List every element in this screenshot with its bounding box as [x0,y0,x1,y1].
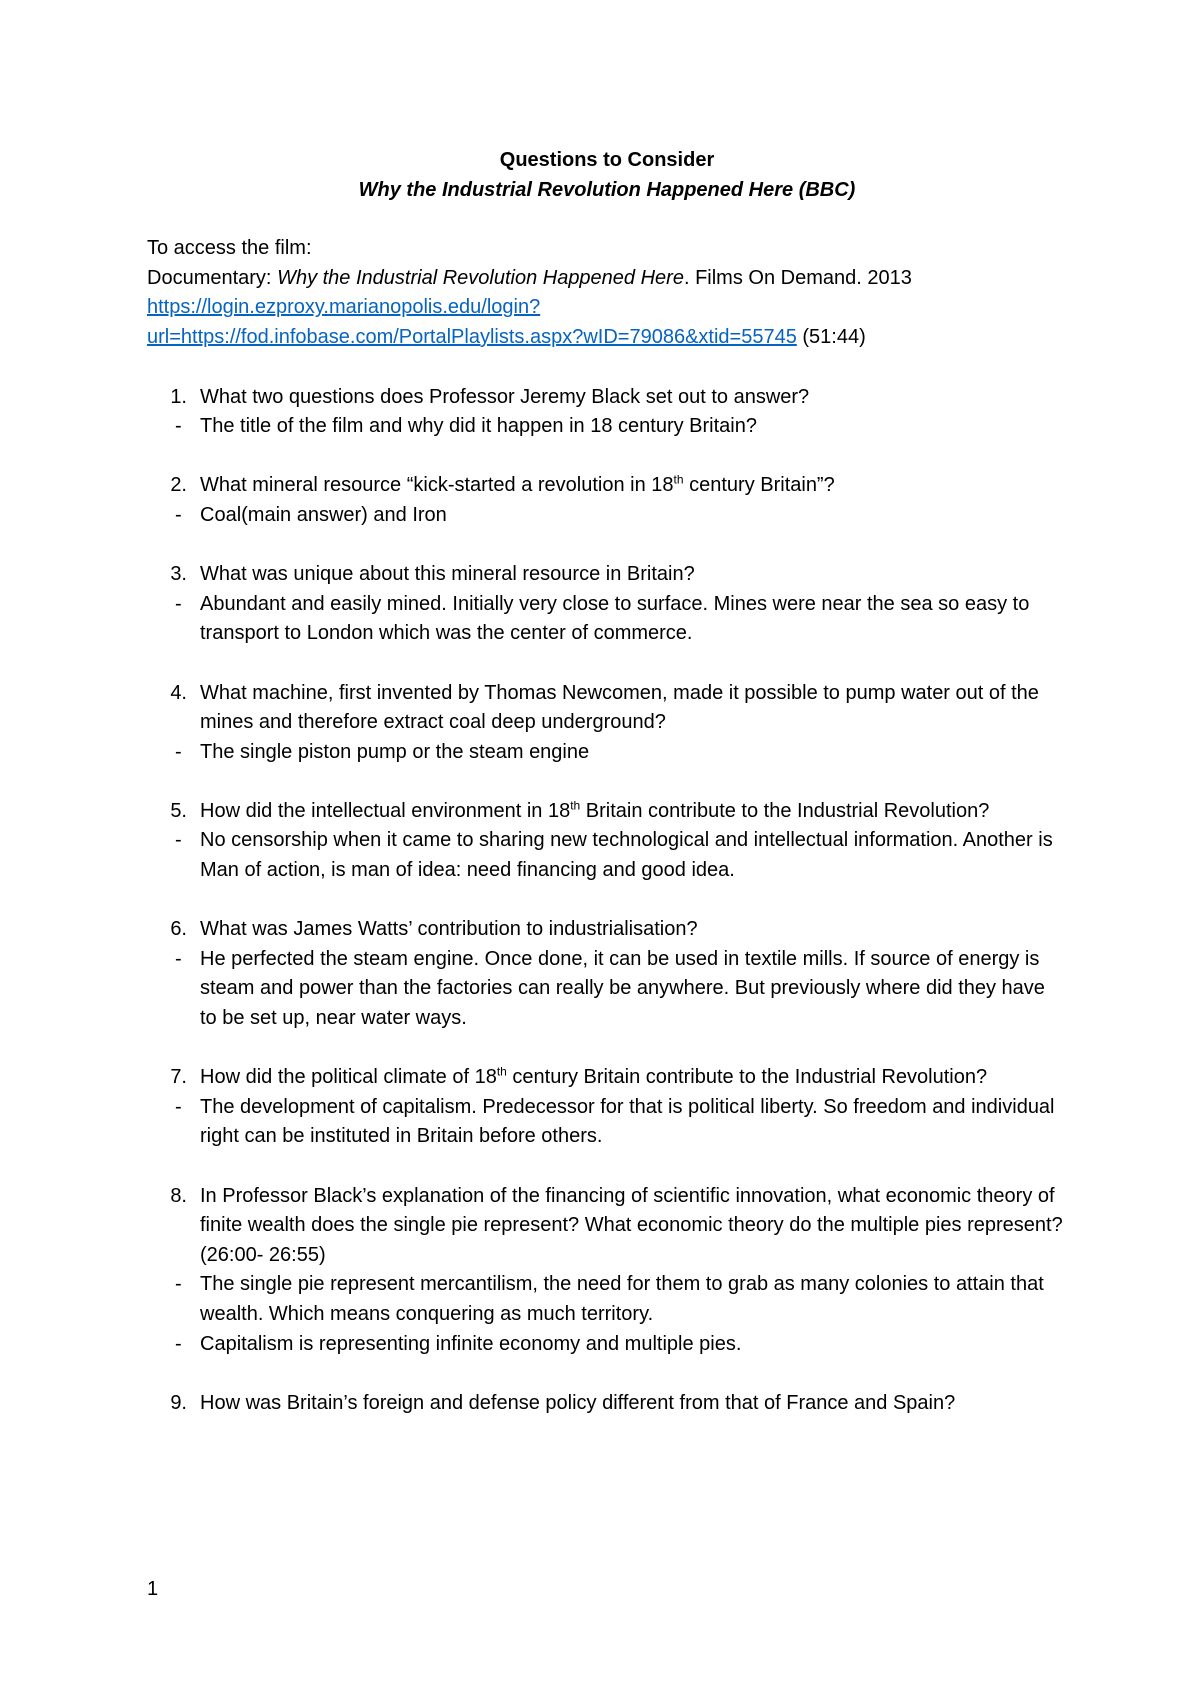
document-title: Questions to Consider [499,149,715,171]
answer-dash: - [175,829,182,852]
answer-dash: - [175,503,182,526]
question-item [147,915,1067,1033]
answer-text: No censorship when it came to sharing new technological and intellectual information. Another is Man of action, is man of idea: need financing and good idea. [200,829,1053,882]
question-text-part: What machine, first invented by Thomas Newcomen, made it possible to pump water out of the mines and therefore extract coal deep underground? [200,681,1039,734]
question-text [200,560,1067,590]
answer-row [147,826,1067,885]
question-number: 7. [170,1066,187,1089]
question-text-part: In Professor Black’s explanation of the financing of scientific innovation, what economic theory of finite wealth does the single pie represent? What economic theory do the multiple pies represent? (26:00- 26:55) [200,1184,1063,1266]
page-number: 1 [147,1578,159,1600]
question-item [147,383,1067,442]
answer-row [147,1330,1067,1360]
answer-row [147,738,1067,768]
ordinal-suffix: th [570,798,581,813]
question-text [200,1389,1067,1419]
question-number: 5. [170,799,187,822]
answer-row [147,945,1067,1034]
answer-dash: - [175,1095,182,1118]
answer-row [147,501,1067,531]
question-text-part: How did the political climate of 18 [200,1066,497,1089]
question-row [147,1182,1067,1271]
question-item [147,1063,1067,1152]
answer-row [147,1270,1067,1329]
film-duration: (51:44) [796,325,866,348]
question-row [147,560,1067,590]
question-item [147,1389,1067,1419]
ordinal-suffix: th [673,472,684,487]
answer-dash: - [175,947,182,970]
answer-dash: - [175,1332,182,1355]
answer-text: Coal(main answer) and Iron [200,503,447,526]
question-text-part: How was Britain’s foreign and defense policy different from that of France and Spain? [200,1391,956,1414]
film-access-block [147,234,1067,352]
answer-text: Abundant and easily mined. Initially very close to surface. Mines were near the sea so easy to transport to London which was the center of commerce. [200,592,1030,645]
question-row [147,1389,1067,1419]
documentary-label: Documentary: [147,266,278,289]
question-number: 8. [170,1184,187,1207]
title-block [147,146,1067,205]
answer-text: The title of the film and why did it happen in 18 century Britain? [200,415,757,438]
question-text [200,471,1067,501]
document-subtitle: Why the Industrial Revolution Happened Here (BBC) [358,178,856,201]
questions-list [147,383,1067,1419]
question-row [147,383,1067,413]
question-text [200,915,1067,945]
question-item [147,679,1067,768]
documentary-source: . Films On Demand. 2013 [683,266,912,289]
question-text-part: Britain contribute to the Industrial Revolution? [580,799,990,822]
film-link-part-2[interactable]: url=https://fod.infobase.com/PortalPlaylists.aspx?wID=79086&xtid=55745 [147,325,797,348]
answer-dash: - [175,592,182,615]
answer-row [147,1093,1067,1152]
question-number: 4. [170,681,187,704]
film-link-part-1[interactable]: https://login.ezproxy.marianopolis.edu/login? [147,296,541,319]
question-text [200,1063,1067,1093]
document-content [147,146,1067,1448]
answer-text: He perfected the steam engine. Once done, it can be used in textile mills. If source of energy is steam and power than the factories can really be anywhere. But previously where did they have to be set up, near water ways. [200,947,1045,1030]
answer-dash: - [175,1273,182,1296]
answer-dash: - [175,740,182,763]
question-row [147,1063,1067,1093]
question-row [147,915,1067,945]
answer-text: The single pie represent mercantilism, the need for them to grab as many colonies to attain that wealth. Which means conquering as much territory. [200,1273,1044,1325]
answer-row [147,412,1067,442]
film-link-line-2 [147,323,1067,353]
question-text-part: What mineral resource “kick-started a revolution in 18 [200,474,674,497]
question-number: 1. [170,385,187,408]
question-item [147,471,1067,530]
question-row [147,471,1067,501]
question-text [200,679,1067,738]
answer-dash: - [175,415,182,438]
ordinal-suffix: th [496,1064,507,1079]
question-text [200,797,1067,827]
answer-text: The development of capitalism. Predecessor for that is political liberty. So freedom and individual right can be instituted in Britain before others. [200,1095,1055,1148]
question-number: 3. [170,563,187,586]
question-number: 9. [170,1391,187,1414]
question-item [147,560,1067,649]
access-intro: To access the film: [147,237,312,260]
film-link-line [147,293,1067,323]
question-text [200,1182,1067,1271]
question-text-part: What two questions does Professor Jeremy Black set out to answer? [200,385,810,408]
documentary-title: Why the Industrial Revolution Happened Here [277,266,684,289]
question-text [200,383,1067,413]
question-text-part: century Britain contribute to the Industrial Revolution? [506,1066,988,1089]
question-text-part: How did the intellectual environment in 18 [200,799,571,822]
answer-text: The single piston pump or the steam engine [200,740,590,763]
question-row [147,797,1067,827]
answer-text: Capitalism is representing infinite economy and multiple pies. [200,1332,742,1355]
answer-row [147,590,1067,649]
question-number: 2. [170,474,187,497]
question-row [147,679,1067,738]
question-number: 6. [170,918,187,941]
question-item [147,1182,1067,1360]
question-text-part: What was James Watts’ contribution to industrialisation? [200,918,698,941]
question-item [147,797,1067,886]
documentary-citation [147,264,1067,294]
question-text-part: What was unique about this mineral resource in Britain? [200,563,695,586]
question-text-part: century Britain”? [683,474,835,497]
